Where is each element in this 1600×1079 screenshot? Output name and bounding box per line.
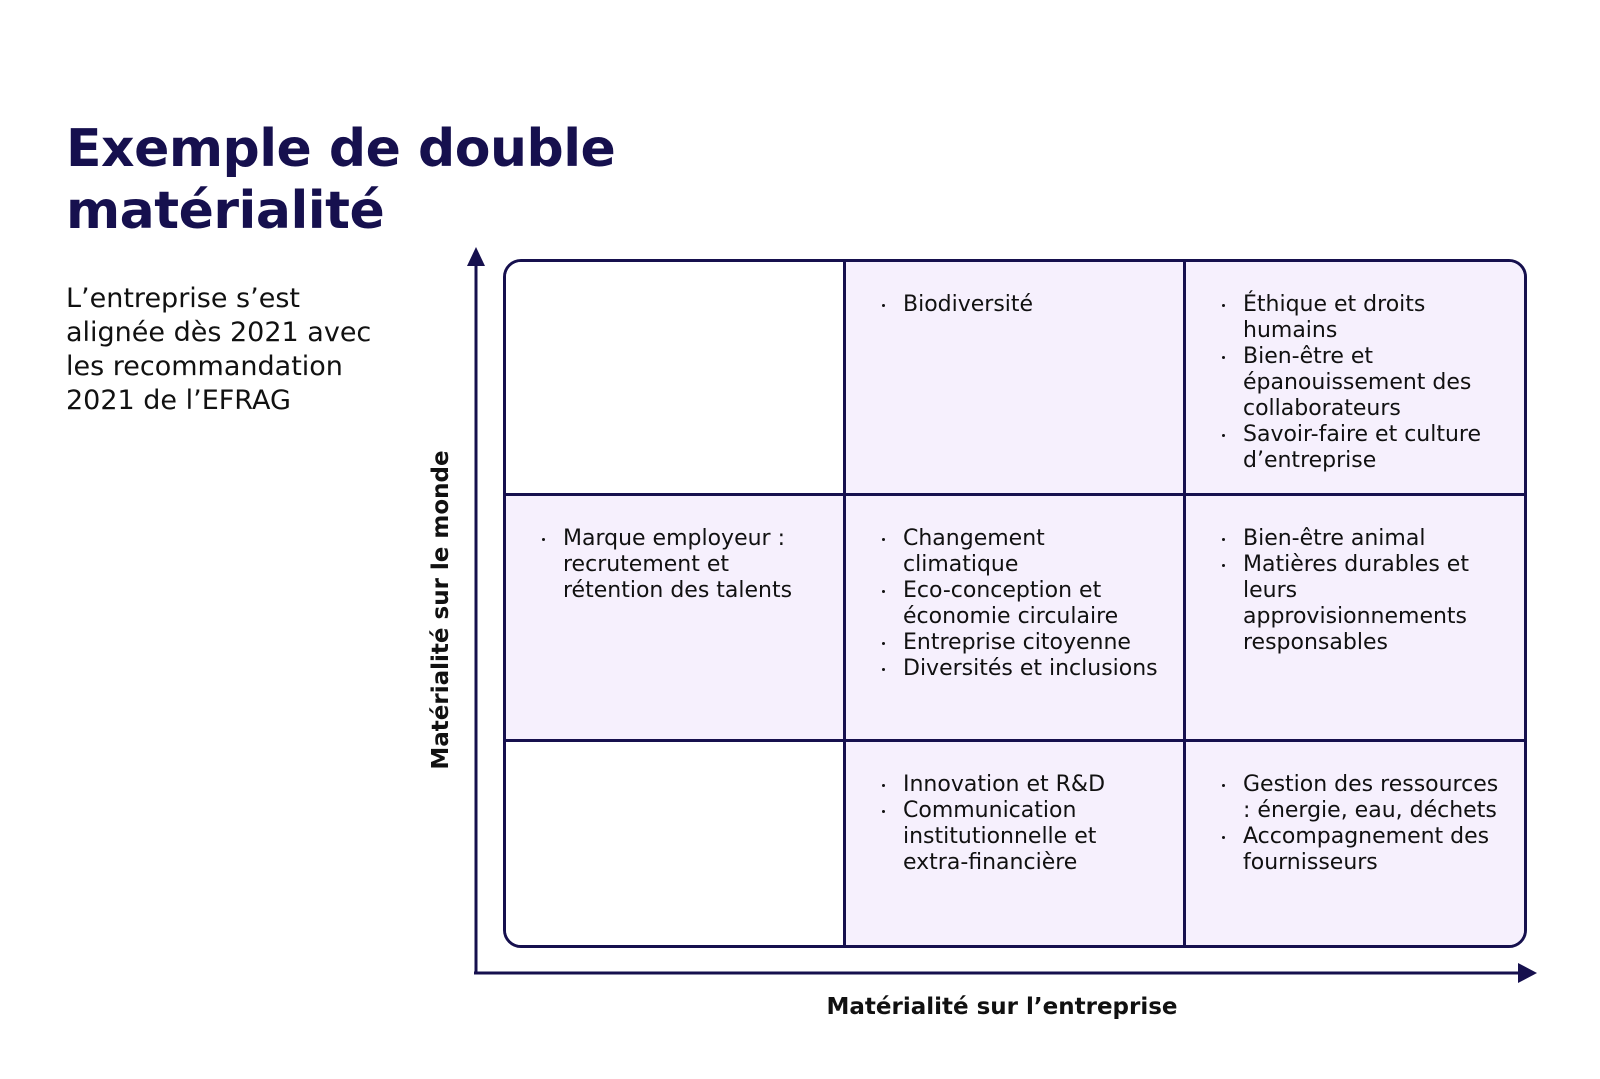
y-axis-label: Matérialité sur le monde xyxy=(428,450,454,770)
materiality-matrix xyxy=(503,259,1527,948)
cell-list xyxy=(880,526,1163,682)
list-item: Communication institutionnelle et extra-financière xyxy=(880,798,1163,876)
list-item: Bien-être animal xyxy=(1220,526,1504,552)
list-item: Entreprise citoyenne xyxy=(880,630,1163,656)
matrix-cell-r3-c3 xyxy=(1186,742,1524,945)
cell-list xyxy=(540,526,823,604)
intro-text xyxy=(66,282,396,418)
matrix-cell-r2-c2 xyxy=(846,496,1186,742)
x-axis-label: Matérialité sur l’entreprise xyxy=(826,994,1178,1020)
list-item: Marque employeur : recrutement et rétention des talents xyxy=(540,526,823,604)
title-line-1: Exemple de double xyxy=(66,119,616,179)
intro-line-1: L’entreprise s’est xyxy=(66,283,300,314)
list-item: Savoir-faire et culture d’entreprise xyxy=(1220,422,1504,474)
list-item: Bien-être et épanouissement des collaborateurs xyxy=(1220,344,1504,422)
list-item: Biodiversité xyxy=(880,292,1163,318)
matrix-cell-r1-c2 xyxy=(846,262,1186,496)
list-item: Éthique et droits humains xyxy=(1220,292,1504,344)
list-item: Gestion des ressources : énergie, eau, déchets xyxy=(1220,772,1504,824)
list-item: Changement climatique xyxy=(880,526,1163,578)
title-line-2: matérialité xyxy=(66,181,385,241)
matrix-cell-r3-c1 xyxy=(506,742,846,945)
list-item: Accompagnement des fournisseurs xyxy=(1220,824,1504,876)
matrix-cell-r2-c1 xyxy=(506,496,846,742)
matrix-cell-r2-c3 xyxy=(1186,496,1524,742)
cell-list xyxy=(1220,292,1504,474)
intro-line-3: les recommandation xyxy=(66,351,343,382)
list-item: Eco-conception et économie circulaire xyxy=(880,578,1163,630)
list-item: Innovation et R&D xyxy=(880,772,1163,798)
matrix-cell-r3-c2 xyxy=(846,742,1186,945)
matrix-cell-r1-c3 xyxy=(1186,262,1524,496)
y-axis-arrow-icon xyxy=(467,247,485,266)
intro-line-2: alignée dès 2021 avec xyxy=(66,317,372,348)
page-title xyxy=(66,118,615,242)
list-item: Matières durables et leurs approvisionnements responsables xyxy=(1220,552,1504,656)
list-item: Diversités et inclusions xyxy=(880,656,1163,682)
matrix-cell-r1-c1 xyxy=(506,262,846,496)
cell-list xyxy=(1220,772,1504,876)
cell-list xyxy=(1220,526,1504,656)
x-axis-arrow-icon xyxy=(1518,963,1537,983)
cell-list xyxy=(880,772,1163,876)
cell-list xyxy=(880,292,1163,318)
intro-line-4: 2021 de l’EFRAG xyxy=(66,385,291,416)
